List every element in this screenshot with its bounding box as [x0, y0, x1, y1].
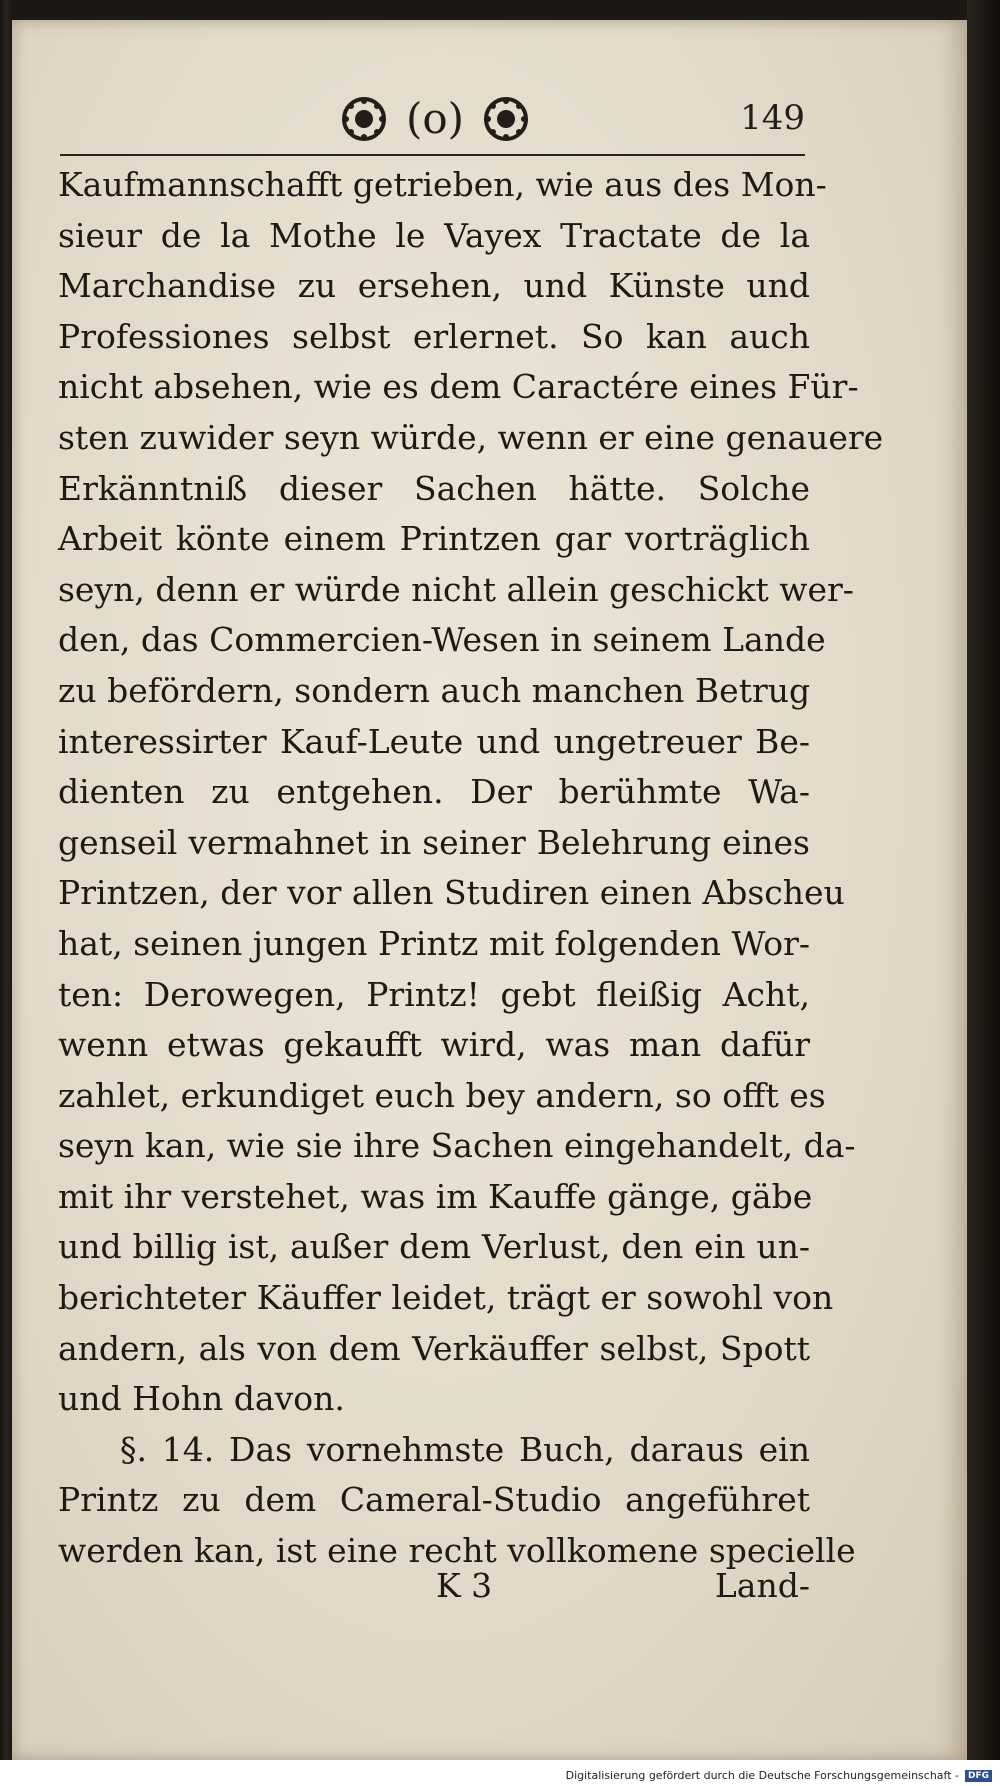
text-line: dienten zu entgehen. Der berühmte Wa- [58, 772, 810, 812]
text-line: Printzen, der vor allen Studiren einen Abscheu [58, 873, 845, 913]
body-text [58, 160, 884, 1577]
text-line: Professiones selbst erlernet. So kan auch [58, 316, 810, 356]
header-rule [60, 154, 805, 156]
page-number: 149 [740, 98, 805, 138]
running-head [60, 88, 805, 152]
text-line: zahlet, erkundiget euch bey andern, so offt es [58, 1075, 826, 1115]
text-line: Kaufmannschafft getrieben, wie aus des Mon- [58, 165, 827, 204]
text-line: werden kan, ist eine recht vollkomene specielle [58, 1531, 856, 1571]
credit-text: Digitalisierung gefördert durch die Deutsche Forschungsgemeinschaft - [565, 1769, 959, 1782]
digitization-footer [0, 1760, 1000, 1786]
text-line: Printz zu dem Cameral-Studio angeführet [58, 1480, 810, 1520]
signature-mark: K 3 [436, 1566, 493, 1605]
text-line: mit ihr verstehet, was im Kauffe gänge, gäbe [58, 1176, 813, 1216]
dfg-logo-icon: DFG [965, 1770, 992, 1782]
text-line: Arbeit könte einem Printzen gar vorträglich [58, 519, 810, 559]
text-line: nicht absehen, wie es dem Caractére eines Für- [58, 367, 859, 407]
text-line: sieur de la Mothe le Vayex Tractate de la [58, 215, 810, 255]
footer-credit [566, 1769, 992, 1782]
text-line: berichteter Käuffer leidet, trägt er sowohl von [58, 1278, 834, 1318]
text-line: interessirter Kauf-Leute und ungetreuer Be- [58, 721, 810, 761]
text-line: seyn, denn er würde nicht allein geschickt wer- [58, 569, 854, 609]
text-line: sten zuwider seyn würde, wenn er eine genauere [58, 417, 884, 457]
rosette-ornament-icon [482, 95, 530, 143]
text-line: Erkänntniß dieser Sachen hätte. Solche [58, 468, 810, 508]
running-head-center [340, 94, 530, 143]
page-footer-marks [58, 1566, 810, 1618]
catchword: Land- [714, 1566, 810, 1605]
text-line: seyn kan, wie sie ihre Sachen eingehandelt, da- [58, 1126, 856, 1166]
text-line: den, das Commercien-Wesen in seinem Lande [58, 620, 826, 660]
text-line: Marchandise zu ersehen, und Künste und [58, 266, 810, 306]
section-heading-line: §. 14. Das vornehmste Buch, daraus ein [120, 1429, 810, 1469]
text-line: wenn etwas gekaufft wird, was man dafür [58, 1025, 810, 1065]
page-edge-shadow [967, 0, 1000, 1786]
text-line: genseil vermahnet in seiner Belehrung eines [58, 822, 810, 862]
text-line: ten: Derowegen, Printz! gebt fleißig Acht, [58, 974, 810, 1014]
text-line: zu befördern, sondern auch manchen Betrug [58, 670, 811, 710]
text-line: und billig ist, außer dem Verlust, den ein un- [58, 1227, 810, 1267]
rosette-ornament-icon [340, 95, 388, 143]
running-head-symbol: (o) [406, 94, 465, 143]
text-line: andern, als von dem Verkäuffer selbst, Spott [58, 1328, 810, 1368]
text-line: und Hohn davon. [58, 1379, 345, 1419]
text-line: hat, seinen jungen Printz mit folgenden Wor- [58, 923, 810, 963]
